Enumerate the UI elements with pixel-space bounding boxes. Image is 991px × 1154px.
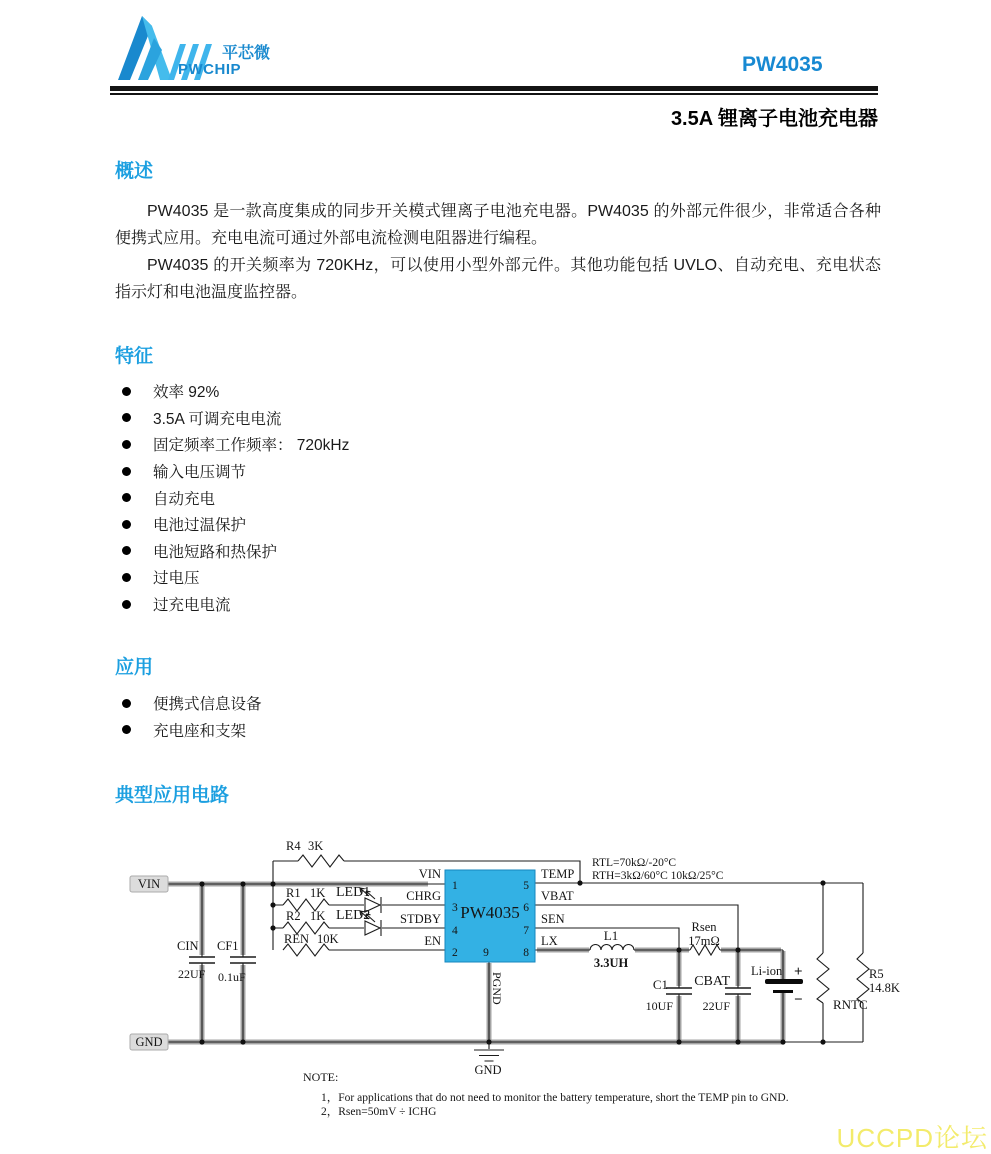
list-item xyxy=(115,484,715,511)
annotation-line-2: RTH=3kΩ/60°C 10kΩ/25°C xyxy=(592,870,724,882)
bullet-icon xyxy=(122,520,131,529)
ground-symbol xyxy=(474,1042,504,1077)
list-item xyxy=(115,591,715,618)
resistor-label: R1 xyxy=(286,886,301,900)
bullet-icon xyxy=(122,493,131,502)
resistor-value: 14.8K xyxy=(869,981,900,995)
resistor-rsen xyxy=(688,920,720,955)
header-rule-thick xyxy=(110,86,878,91)
feature-text: 效率 92% xyxy=(153,384,220,402)
feature-text: 自动充电 xyxy=(153,490,216,508)
list-item xyxy=(115,431,715,458)
capacitor-value: 0.1uF xyxy=(218,970,246,984)
capacitor-value: 22UF xyxy=(702,999,730,1013)
note-title: NOTE: xyxy=(303,1070,339,1084)
section-heading-features: 特征 xyxy=(115,346,154,367)
circuit-notes xyxy=(303,1070,789,1118)
resistor-label: R4 xyxy=(286,839,301,853)
section-heading-circuit: 典型应用电路 xyxy=(115,785,230,806)
capacitor-value: 22UF xyxy=(178,967,206,981)
bullet-icon xyxy=(122,699,131,708)
feature-text: 3.5A 可调充电电流 xyxy=(153,410,282,428)
capacitor-label: CBAT xyxy=(694,974,730,989)
chip-name: PW4035 xyxy=(460,903,520,922)
battery-liion xyxy=(751,964,803,1008)
gnd-tag xyxy=(130,1034,168,1050)
list-item xyxy=(115,458,715,485)
features-list xyxy=(115,378,715,617)
list-item xyxy=(115,405,715,432)
pin-number: 6 xyxy=(523,902,529,914)
feature-text: 电池短路和热保护 xyxy=(153,543,278,561)
bullet-icon xyxy=(122,413,131,422)
pin-label: VBAT xyxy=(541,889,574,903)
brand-name-en: PWCHIP xyxy=(178,61,241,78)
overview-paragraph-1: PW4035 是一款高度集成的同步开关模式锂离子电池充电器。PW4035 的外部元件很少，非常适合各种便携式应用。充电电流可通过外部电流检测电阻器进行编程。 xyxy=(115,203,881,247)
application-text: 便携式信息设备 xyxy=(153,696,262,714)
chip-pw4035 xyxy=(445,870,535,962)
section-heading-overview: 概述 xyxy=(115,161,154,182)
resistor-value: 17mΩ xyxy=(688,934,720,948)
resistor-r4 xyxy=(286,839,344,867)
capacitor-cf1 xyxy=(217,939,256,984)
overview-paragraph-2: PW4035 的开关频率为 720KHz，可以使用小型外部元件。其他功能包括 UVLO、自动充电、充电状态指示灯和电池温度监控器。 xyxy=(115,257,881,301)
applications-list xyxy=(115,690,715,743)
battery-plus-sign: + xyxy=(794,964,803,980)
pin-number: 7 xyxy=(523,925,529,937)
part-number: PW4035 xyxy=(742,53,823,76)
application-circuit-diagram xyxy=(0,836,991,1128)
forum-watermark: UCCPD论坛 xyxy=(836,1123,988,1153)
list-item xyxy=(115,717,715,744)
list-item xyxy=(115,538,715,565)
brand-name-cn: 平芯微 xyxy=(222,45,271,62)
resistor-r5 xyxy=(857,953,900,1003)
bullet-icon xyxy=(122,725,131,734)
resistor-r1 xyxy=(283,886,329,911)
resistor-value: 1K xyxy=(310,909,326,923)
resistor-label: RNTC xyxy=(833,997,868,1012)
overview-text xyxy=(115,198,881,306)
capacitor-cin xyxy=(177,939,215,981)
led-label: LED1 xyxy=(336,885,371,900)
note-item: 1，For applications that do not need to monitor the battery temperature, short the TEMP pin to GND. xyxy=(321,1092,789,1104)
inductor-label: L1 xyxy=(603,928,619,943)
pin-label: TEMP xyxy=(541,867,575,881)
list-item xyxy=(115,564,715,591)
pin-label: EN xyxy=(424,934,441,948)
resistor-label: Rsen xyxy=(691,920,717,934)
pin-label: CHRG xyxy=(406,889,441,903)
ground-symbol-label: GND xyxy=(474,1063,502,1077)
battery-label: Li-ion xyxy=(751,964,783,978)
resistor-value: 1K xyxy=(310,886,326,900)
bullet-icon xyxy=(122,546,131,555)
resistor-label: REN xyxy=(284,932,309,946)
vin-tag xyxy=(130,876,168,892)
pin-number: 4 xyxy=(452,925,458,937)
feature-text: 电池过温保护 xyxy=(153,517,247,535)
inductor-l1 xyxy=(590,928,634,970)
bullet-icon xyxy=(122,467,131,476)
bullet-icon xyxy=(122,440,131,449)
pin-label: VIN xyxy=(418,867,441,881)
note-item: 2，Rsen=50mV ÷ ICHG xyxy=(321,1106,437,1118)
capacitor-label: CIN xyxy=(177,939,199,953)
resistor-value: 10K xyxy=(317,932,339,946)
resistor-label: R2 xyxy=(286,909,301,923)
pin-number: 8 xyxy=(523,947,529,959)
list-item xyxy=(115,690,715,717)
gnd-tag-label: GND xyxy=(135,1035,163,1049)
led2 xyxy=(336,908,381,936)
bullet-icon xyxy=(122,573,131,582)
capacitor-label: CF1 xyxy=(217,939,239,953)
capacitor-cbat xyxy=(694,974,751,1013)
capacitor-c1 xyxy=(646,977,692,1013)
list-item xyxy=(115,511,715,538)
resistor-r2 xyxy=(283,909,329,934)
annotation-line-1: RTL=70kΩ/-20°C xyxy=(592,857,677,869)
application-text: 充电座和支架 xyxy=(153,722,247,740)
inductor-value: 3.3UH xyxy=(593,956,629,970)
pin-number: 2 xyxy=(452,947,458,959)
feature-text: 过充电电流 xyxy=(153,597,231,615)
bullet-icon xyxy=(122,387,131,396)
capacitor-label: C1 xyxy=(652,977,668,992)
pin-label-pgnd: PGND xyxy=(490,972,504,1005)
pin-number: 5 xyxy=(523,880,529,892)
pin-label: LX xyxy=(541,934,558,948)
pin-number: 1 xyxy=(452,880,458,892)
pin-label: STDBY xyxy=(400,912,441,926)
resistor-ren xyxy=(283,932,339,956)
capacitor-value: 10UF xyxy=(645,999,673,1013)
pin-label: SEN xyxy=(541,912,565,926)
resistor-value: 3K xyxy=(308,839,324,853)
pin-number: 3 xyxy=(452,902,458,914)
bullet-icon xyxy=(122,600,131,609)
feature-text: 固定频率工作频率： 720kHz xyxy=(153,437,350,455)
feature-text: 过电压 xyxy=(153,570,200,588)
pin-number: 9 xyxy=(483,947,489,959)
page-title: 3.5A 锂离子电池充电器 xyxy=(670,108,878,130)
vin-tag-label: VIN xyxy=(137,877,161,891)
ntc-annotation xyxy=(592,857,724,882)
section-heading-applications: 应用 xyxy=(115,657,154,678)
battery-minus-sign: − xyxy=(794,992,803,1008)
resistor-label: R5 xyxy=(869,967,884,981)
led-label: LED2 xyxy=(336,908,371,923)
header-rule-thin xyxy=(110,93,878,95)
feature-text: 输入电压调节 xyxy=(153,464,247,482)
list-item xyxy=(115,378,715,405)
